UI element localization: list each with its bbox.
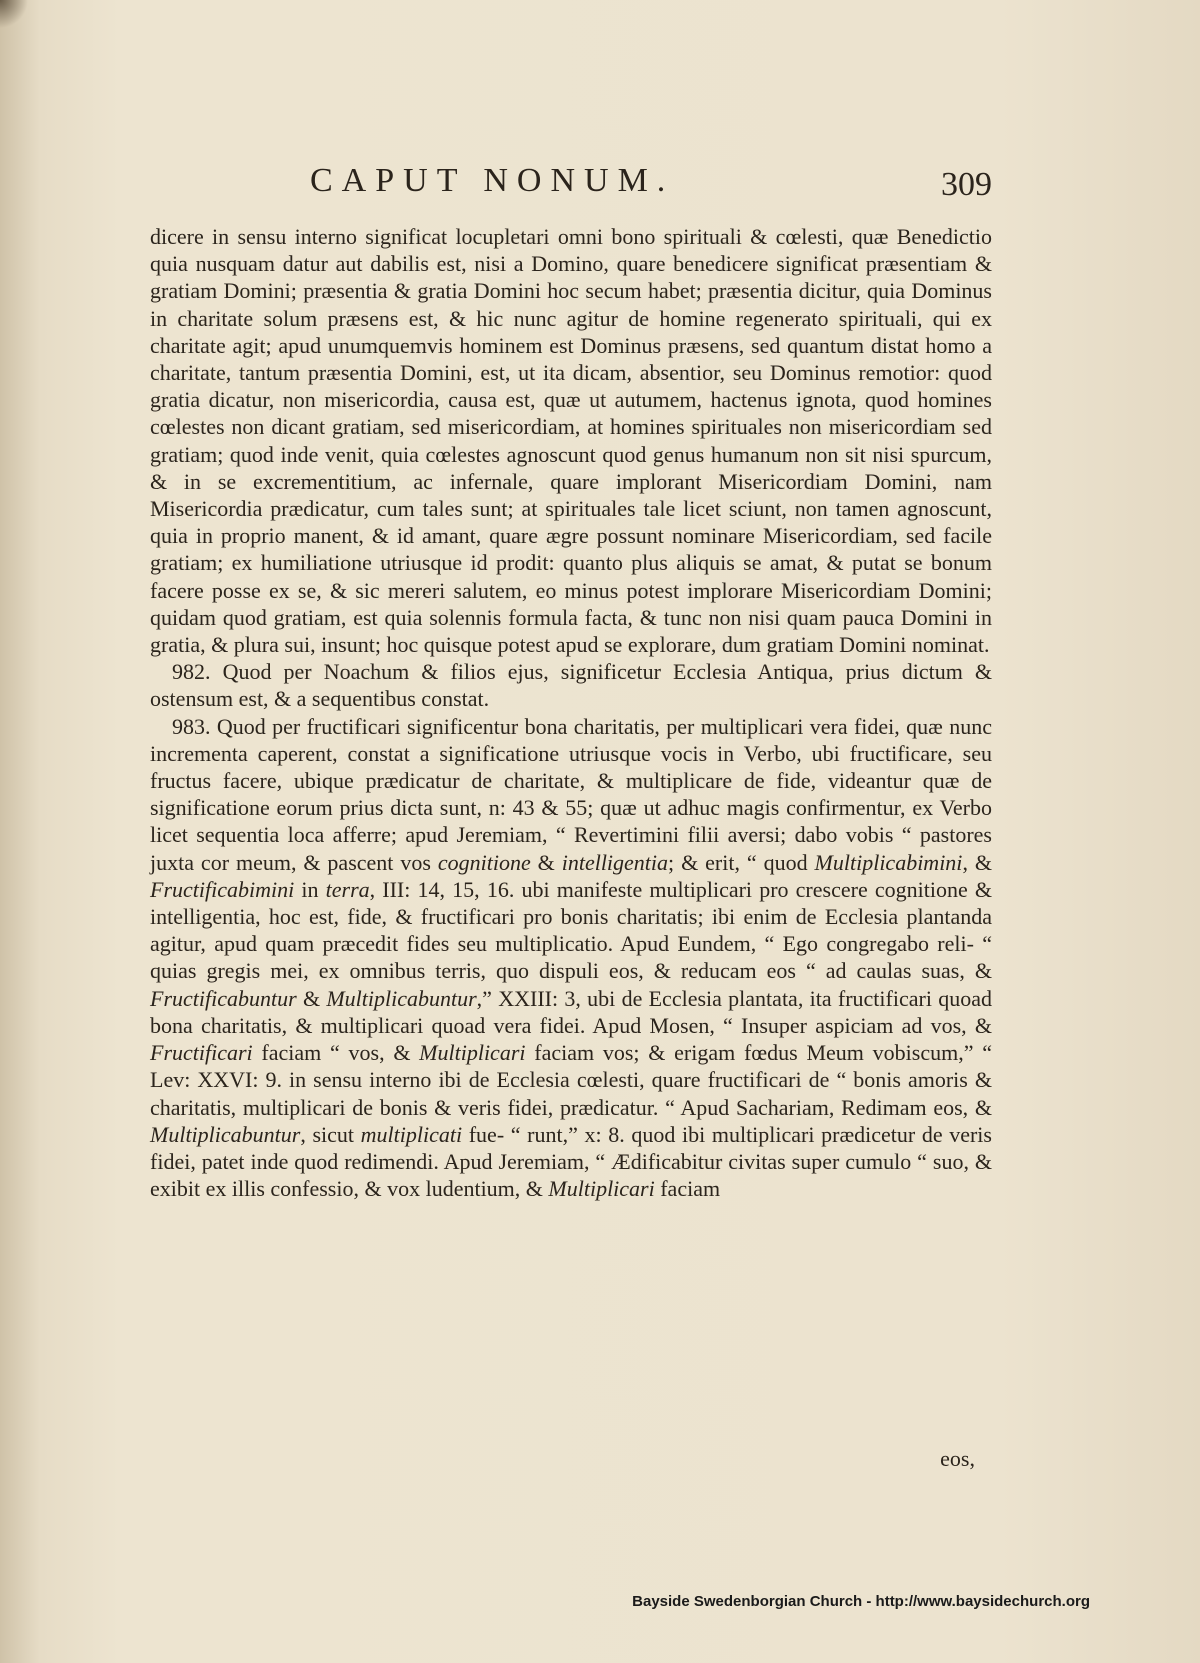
- text-run: faciam: [654, 1176, 721, 1202]
- italic-run: Multiplicari: [419, 1040, 526, 1066]
- text-run: , &: [962, 849, 992, 875]
- italic-run: Fructificabimini: [150, 876, 295, 902]
- italic-run: intelligentia: [561, 849, 669, 875]
- page-corner-shadow: [0, 0, 30, 40]
- running-head: CAPUT NONUM.: [310, 162, 675, 199]
- italic-run: Fructificabuntur: [150, 985, 297, 1011]
- page-number: 309: [941, 166, 992, 203]
- paragraph-continued: dicere in sensu interno significat locupletari omni bono spirituali & cœlesti, quæ Benedictio quia nusquam datur aut dabilis est, nisi a Domino, quare benedicere significat præsentiam & gratiam Domini; præsentia & gratia Domini hoc secum habet; præsentia dicitur, quia Dominus in charitate solum præsens est, & hic nunc agitur de homine regenerato spirituali, qui ex charitate agit; apud unumquemvis hominem est Dominus præsens, sed quantum distat homo a charitate, tantum præsentia Domini, est, ut ita dicam, absentior, seu Dominus remotior: quod gratia dicatur, non misericordia, causa est, quæ ut autumem, hactenus ignota, quod homines cœlestes non dicant gratiam, sed misericordiam, at homines spirituales non misericordiam sed gratiam; quod inde venit, quia cœlestes agnoscunt quod genus humanum non sit nisi spurcum, & in se excrementitium, ac infernale, quare implorant Misericordiam Domini, nam Misericordia prædicatur, cum tales sunt; at spirituales tale licet sciunt, non tamen agnoscunt, quia in proprio manent, & id amant, quare ægre possunt nominare Misericordiam, sed facile gratiam; ex humiliatione utriusque id prodit: quanto plus aliquis se amat, & putat se bonum facere posse ex se, & sic mereri salutem, eo minus potest implorare Misericordiam Domini; quidam quod gratiam, est quia solennis formula facta, & tunc non nisi quam pauca Domini in gratia, & plura sui, insunt; hoc quisque potest apud se explorare, dum gratiam Domini nominat.: [150, 224, 992, 658]
- text-run: &: [530, 849, 562, 875]
- italic-run: Multiplicabuntur: [150, 1121, 301, 1147]
- italic-run: cognitione: [437, 849, 531, 875]
- text-run: in: [294, 876, 326, 902]
- text-run: , sicut: [300, 1121, 361, 1147]
- italic-run: Multiplicari: [548, 1176, 655, 1202]
- italic-run: multiplicati: [360, 1121, 463, 1147]
- italic-run: terra: [325, 876, 370, 902]
- text-run: fue- “ runt,” x: 8. quod ibi multiplicari prædicetur de veris fidei, patet inde quod redimendi. Apud Jeremiam, “ Ædificabitur civitas super cumulo “ suo, & exibit ex illis confessio, & vox ludentium, &: [150, 1121, 992, 1202]
- italic-run: Multiplicabimini: [814, 849, 963, 875]
- watermark-link-text: Bayside Swedenborgian Church - http://www.baysidechurch.org: [632, 1593, 1090, 1610]
- text-run: ; & erit, “ quod: [668, 849, 815, 875]
- text-run: &: [296, 985, 327, 1011]
- italic-run: Multiplicabuntur: [326, 985, 477, 1011]
- paragraph-982: 982. Quod per Noachum & filios ejus, significetur Ecclesia Antiqua, prius dictum & ostensum est, & a sequentibus constat.: [150, 659, 992, 712]
- text-run: faciam vos; & erigam fœdus Meum vobiscum,” “ Lev: XXVI: 9. in sensu interno ibi de Ecclesia cœlesti, quare fructificari de “ bonis amoris & charitatis, multiplicari de bonis & veris fidei, prædicatur. “ Apud Sachariam, Redimam eos, &: [150, 1040, 992, 1120]
- text-run: ,” XXIII: 3, ubi de Ecclesia plantata, ita fructificari quoad bona charitatis, & multiplicari quoad vera fidei. Apud Mosen, “ Insuper aspiciam ad vos, &: [150, 985, 992, 1038]
- paragraph-983: [150, 713, 992, 1203]
- page-header: [150, 162, 992, 212]
- text-run: , III: 14, 15, 16. ubi manifeste multiplicari pro crescere cognitione & intelligentia, hoc est, fide, & fructificari pro bonis charitatis; ibi enim de Ecclesia plantanda agitur, apud quam præcedit fides seu multiplicatio. Apud Eundem, “ Ego congregabo reli- “ quias gregis mei, ex omnibus terris, quo dispuli eos, & reducam eos “ ad caulas suas, &: [150, 876, 992, 984]
- catchword: eos,: [940, 1446, 975, 1471]
- body-text: [150, 223, 992, 1202]
- text-run: faciam “ vos, &: [252, 1040, 420, 1066]
- italic-run: Fructificari: [150, 1040, 253, 1066]
- text-run: 983. Quod per fructificari significentur bona charitatis, per multiplicari vera fidei, quæ nunc incrementa caperent, constat a significatione utriusque vocis in Verbo, ubi fructificare, seu fructus facere, ubique prædicatur de charitate, & multiplicare de fide, videantur quæ de significatione eorum prius dicta sunt, n: 43 & 55; quæ ut adhuc magis confirmentur, ex Verbo licet sequentia loca afferre; apud Jeremiam, “ Revertimini filii aversi; dabo vobis “ pastores juxta cor meum, & pascent vos: [150, 713, 992, 875]
